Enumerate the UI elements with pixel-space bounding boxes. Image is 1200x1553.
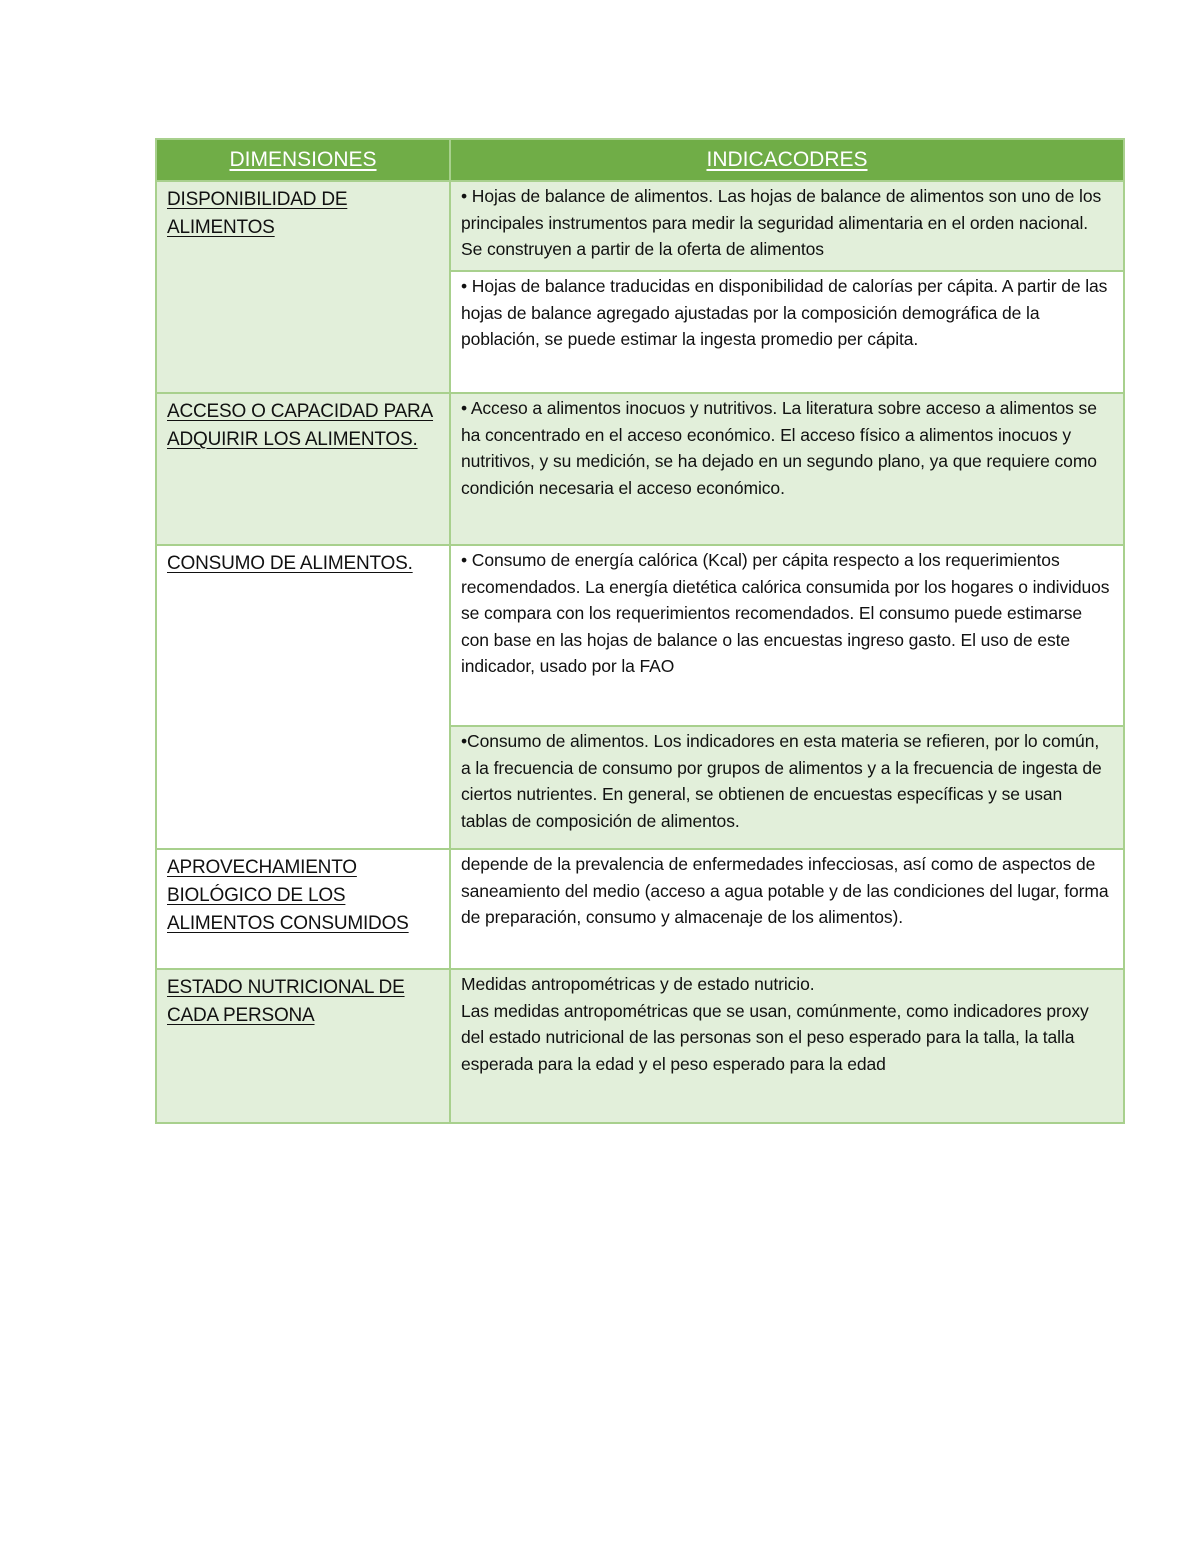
indicator-cell <box>450 726 1124 849</box>
indicator-cell <box>450 393 1124 545</box>
table-row <box>156 849 1124 969</box>
indicator-cell <box>450 545 1124 726</box>
food-security-table <box>155 138 1125 1124</box>
indicator-text: • Hojas de balance traducidas en disponibilidad de calorías per cápita. A partir de las hojas de balance agregado ajustadas por la composición demográfica de la población, se puede estimar la ingesta promedio per cápita. <box>461 276 1108 349</box>
indicator-cell <box>450 969 1124 1123</box>
indicator-cell <box>450 181 1124 271</box>
dimension-cell <box>156 969 450 1123</box>
dimension-label: ACCESO O CAPACIDAD PARA ADQUIRIR LOS ALIMENTOS. <box>167 401 434 450</box>
header-indicators: INDICACODRES <box>450 139 1124 181</box>
indicator-cell <box>450 271 1124 393</box>
indicator-text: • Consumo de energía calórica (Kcal) per cápita respecto a los requerimientos recomendados. La energía dietética calórica consumida por los hogares o individuos se compara con los requerimientos recomendados. El consumo puede estimarse con base en las hojas de balance o las encuestas ingreso gasto. El uso de este indicador, usado por la FAO <box>461 550 1110 676</box>
indicator-text: •Consumo de alimentos. Los indicadores en esta materia se refieren, por lo común, a la frecuencia de consumo por grupos de alimentos y a la frecuencia de ingesta de ciertos nutrientes. En general, se obtienen de encuestas específicas y se usan tablas de composición de alimentos. <box>461 731 1102 831</box>
header-dimensions: DIMENSIONES <box>156 139 450 181</box>
indicator-cell <box>450 849 1124 969</box>
dimension-label: CONSUMO DE ALIMENTOS. <box>167 553 413 574</box>
table-header-row <box>156 139 1124 181</box>
dimension-cell <box>156 545 450 849</box>
dimension-cell <box>156 393 450 545</box>
table-row <box>156 545 1124 726</box>
indicator-text: • Hojas de balance de alimentos. Las hojas de balance de alimentos son uno de los principales instrumentos para medir la seguridad alimentaria en el orden nacional. Se construyen a partir de la oferta de alimentos <box>461 186 1102 259</box>
dimension-cell <box>156 849 450 969</box>
dimension-label: APROVECHAMIENTO BIOLÓGICO DE LOS ALIMENTOS CONSUMIDOS <box>167 857 409 934</box>
indicator-text: Medidas antropométricas y de estado nutricio. Las medidas antropométricas que se usan, comúnmente, como indicadores proxy del estado nutricional de las personas son el peso esperado para la talla, la talla esperada para la edad y el peso esperado para la edad <box>461 974 1089 1074</box>
dimension-label: DISPONIBILIDAD DE ALIMENTOS <box>167 189 348 238</box>
indicator-text: • Acceso a alimentos inocuos y nutritivos. La literatura sobre acceso a alimentos se ha concentrado en el acceso económico. El acceso físico a alimentos inocuos y nutritivos, y su medición, se ha dejado en un segundo plano, ya que requiere como condición necesaria el acceso económico. <box>461 398 1097 498</box>
table-row <box>156 181 1124 271</box>
dimension-cell <box>156 181 450 393</box>
dimension-label: ESTADO NUTRICIONAL DE CADA PERSONA <box>167 977 405 1026</box>
table-row <box>156 393 1124 545</box>
table-row <box>156 969 1124 1123</box>
indicator-text: depende de la prevalencia de enfermedades infecciosas, así como de aspectos de saneamiento del medio (acceso a agua potable y de las condiciones del lugar, forma de preparación, consumo y almacenaje de los alimentos). <box>461 854 1109 927</box>
